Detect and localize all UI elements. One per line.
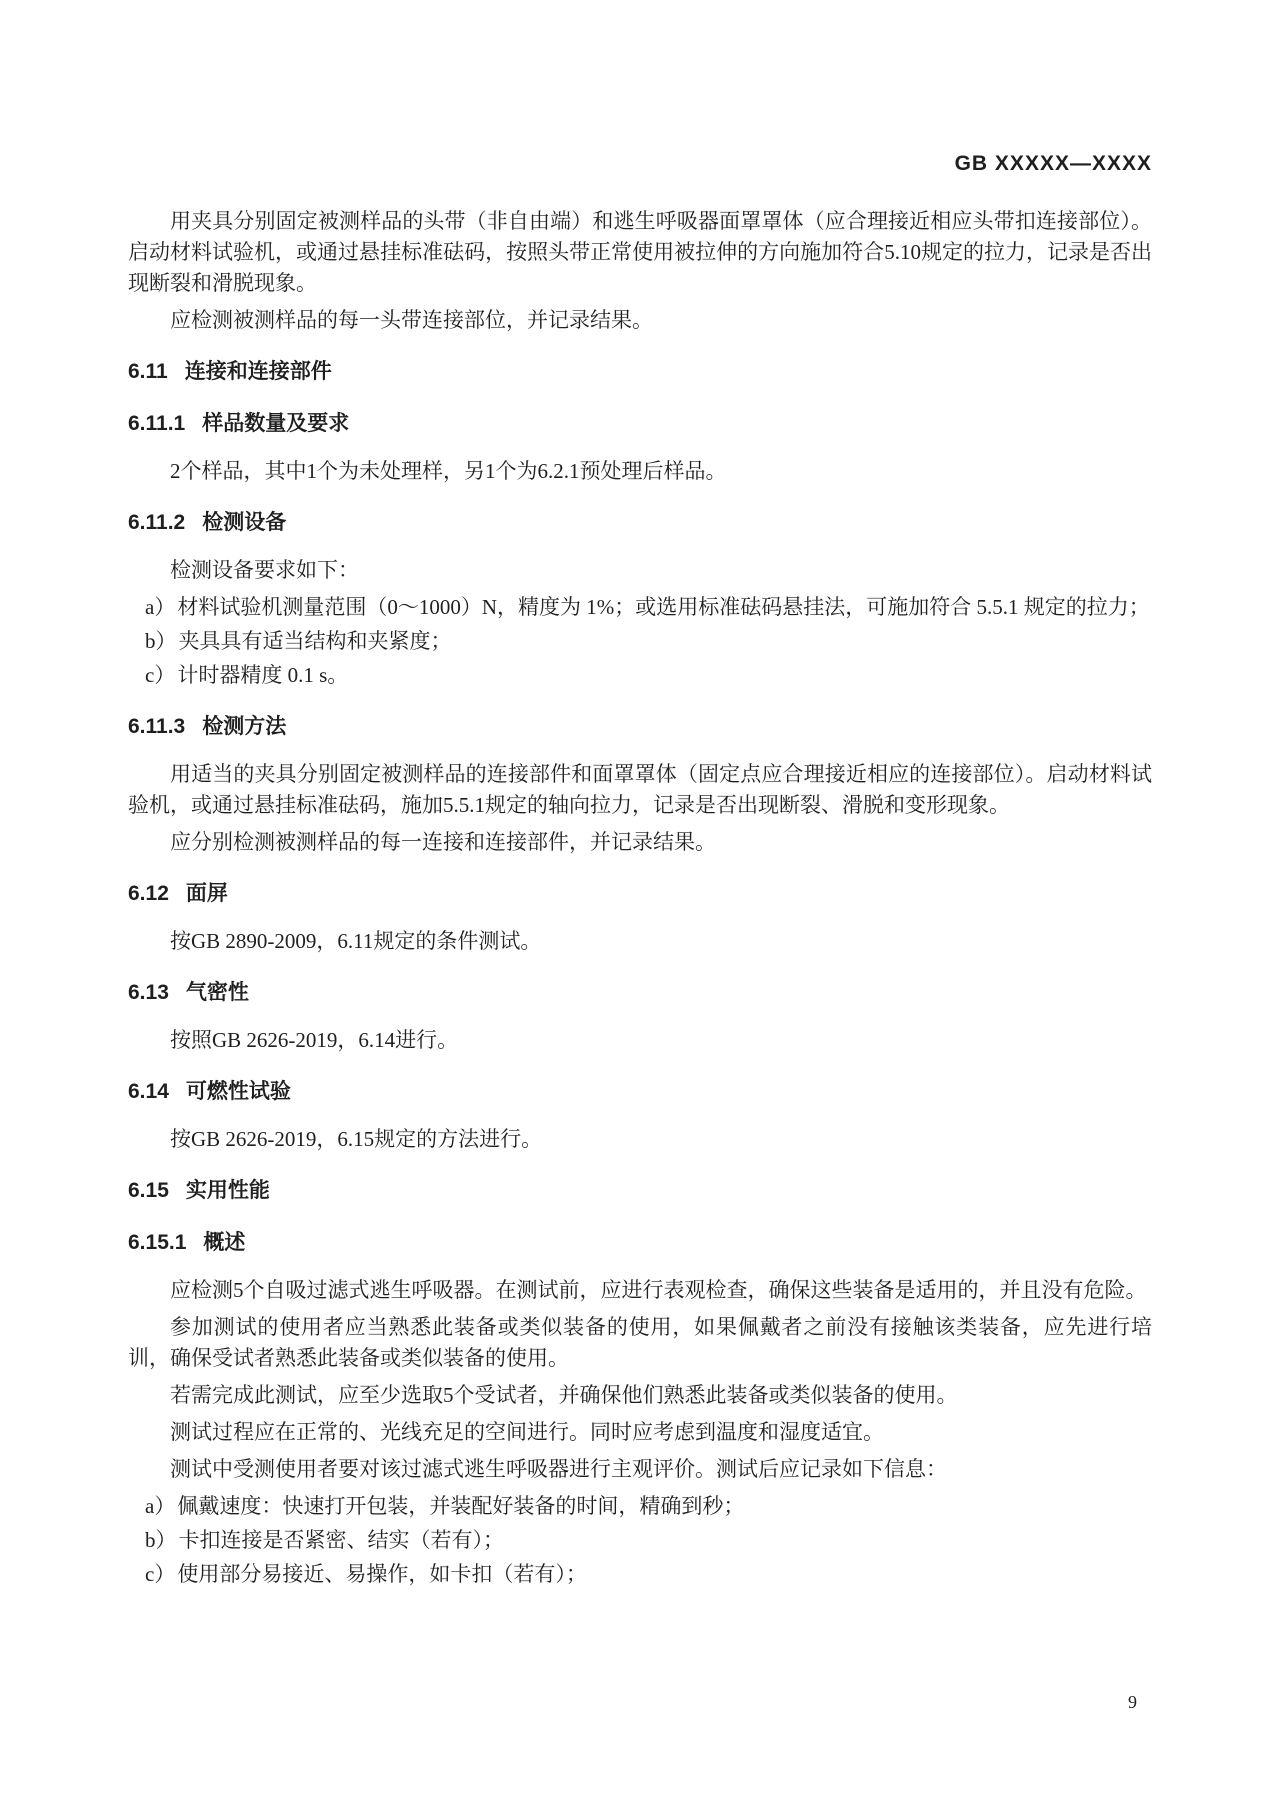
list-item [128, 1491, 1152, 1522]
section-heading-6-13 [128, 976, 1152, 1009]
section-number: 6.15.1 [128, 1231, 187, 1254]
list-item-marker: a） [145, 1494, 176, 1518]
section-heading-6-11-1 [128, 407, 1152, 440]
paragraph-overview-3: 若需完成此测试，应至少选取5个受试者，并确保他们熟悉此装备或类似装备的使用。 [170, 1383, 958, 1407]
paragraph-method: 用适当的夹具分别固定被测样品的连接部件和面罩罩体（固定点应合理接近相应的连接部位）。启动材料试验机，或通过悬挂标准砝码，施加5.5.1规定的轴向拉力，记录是否出现断裂、滑脱和变形现象。 [128, 762, 1152, 817]
paragraph-equipment-intro: 检测设备要求如下： [170, 558, 359, 582]
section-heading-6-15-1 [128, 1226, 1152, 1259]
section-title: 实用性能 [185, 1179, 270, 1202]
paragraph-visor: 按GB 2890-2009，6.11规定的条件测试。 [170, 929, 542, 953]
list-item [128, 1525, 1152, 1556]
section-heading-6-15 [128, 1174, 1152, 1207]
list-item-marker: b） [145, 1528, 177, 1552]
list-item-text: 卡扣连接是否紧密、结实（若有）； [178, 1528, 504, 1552]
section-title: 概述 [203, 1231, 246, 1254]
paragraph-method-record: 应分别检测被测样品的每一连接和连接部件，并记录结果。 [170, 830, 716, 854]
list-item-text: 材料试验机测量范围（0～1000）N，精度为 1%；或选用标准砝码悬挂法，可施加符合 5.5.1 规定的拉力； [177, 595, 1150, 619]
list-item-text: 计时器精度 0.1 s。 [177, 663, 349, 687]
paragraph-airtightness: 按照GB 2626-2019，6.14进行。 [170, 1028, 459, 1052]
section-title: 样品数量及要求 [202, 412, 350, 435]
section-number: 6.12 [128, 882, 169, 905]
section-number: 6.11 [128, 360, 168, 383]
section-title: 检测设备 [202, 511, 287, 534]
section-heading-6-12 [128, 877, 1152, 910]
paragraph-sample-quantity: 2个样品，其中1个为未处理样，另1个为6.2.1预处理后样品。 [170, 459, 727, 483]
section-title: 检测方法 [202, 715, 287, 738]
section-number: 6.15 [128, 1179, 169, 1202]
section-number: 6.13 [128, 981, 169, 1004]
section-heading-6-11-3 [128, 710, 1152, 743]
paragraph-overview-4: 测试过程应在正常的、光线充足的空间进行。同时应考虑到温度和湿度适宜。 [170, 1420, 884, 1444]
list-item [128, 626, 1152, 657]
list-item-marker: a） [145, 595, 176, 619]
paragraph-overview-1: 应检测5个自吸过滤式逃生呼吸器。在测试前，应进行表观检查，确保这些装备是适用的，并且没有危险。 [170, 1278, 1147, 1302]
paragraph-overview-5: 测试中受测使用者要对该过滤式逃生呼吸器进行主观评价。测试后应记录如下信息： [170, 1457, 947, 1481]
paragraph-overview-2: 参加测试的使用者应当熟悉此装备或类似装备的使用，如果佩戴者之前没有接触该类装备，应先进行培训，确保受试者熟悉此装备或类似装备的使用。 [128, 1315, 1152, 1370]
list-item [128, 660, 1152, 691]
page-number: 9 [1128, 1692, 1137, 1712]
list-item-marker: c） [145, 663, 176, 687]
section-number: 6.11.1 [128, 412, 186, 435]
list-item-text: 佩戴速度：快速打开包装，并装配好装备的时间，精确到秒； [177, 1494, 745, 1518]
list-item [128, 1559, 1152, 1590]
list-item-text: 使用部分易接近、易操作，如卡扣（若有）； [177, 1562, 587, 1586]
list-item-text: 夹具具有适当结构和夹紧度； [178, 629, 452, 653]
section-number: 6.14 [128, 1080, 169, 1103]
section-heading-6-14 [128, 1075, 1152, 1108]
paragraph-headband-test: 用夹具分别固定被测样品的头带（非自由端）和逃生呼吸器面罩罩体（应合理接近相应头带扣连接部位）。启动材料试验机，或通过悬挂标准砝码，按照头带正常使用被拉伸的方向施加符合5.10规定的拉力，记录是否出现断裂和滑脱现象。 [128, 209, 1152, 295]
list-item-marker: c） [145, 1562, 176, 1586]
section-title: 气密性 [185, 981, 249, 1004]
section-number: 6.11.3 [128, 715, 186, 738]
section-heading-6-11 [128, 355, 1152, 388]
list-item-marker: b） [145, 629, 177, 653]
section-heading-6-11-2 [128, 506, 1152, 539]
paragraph-headband-record: 应检测被测样品的每一头带连接部位，并记录结果。 [170, 308, 653, 332]
doc-code-header: GB XXXXX—XXXX [954, 152, 1152, 175]
section-title: 面屏 [185, 882, 228, 905]
paragraph-flammability: 按GB 2626-2019，6.15规定的方法进行。 [170, 1127, 543, 1151]
list-item [128, 592, 1152, 623]
section-title: 可燃性试验 [185, 1080, 291, 1103]
section-number: 6.11.2 [128, 511, 186, 534]
section-title: 连接和连接部件 [184, 360, 332, 383]
